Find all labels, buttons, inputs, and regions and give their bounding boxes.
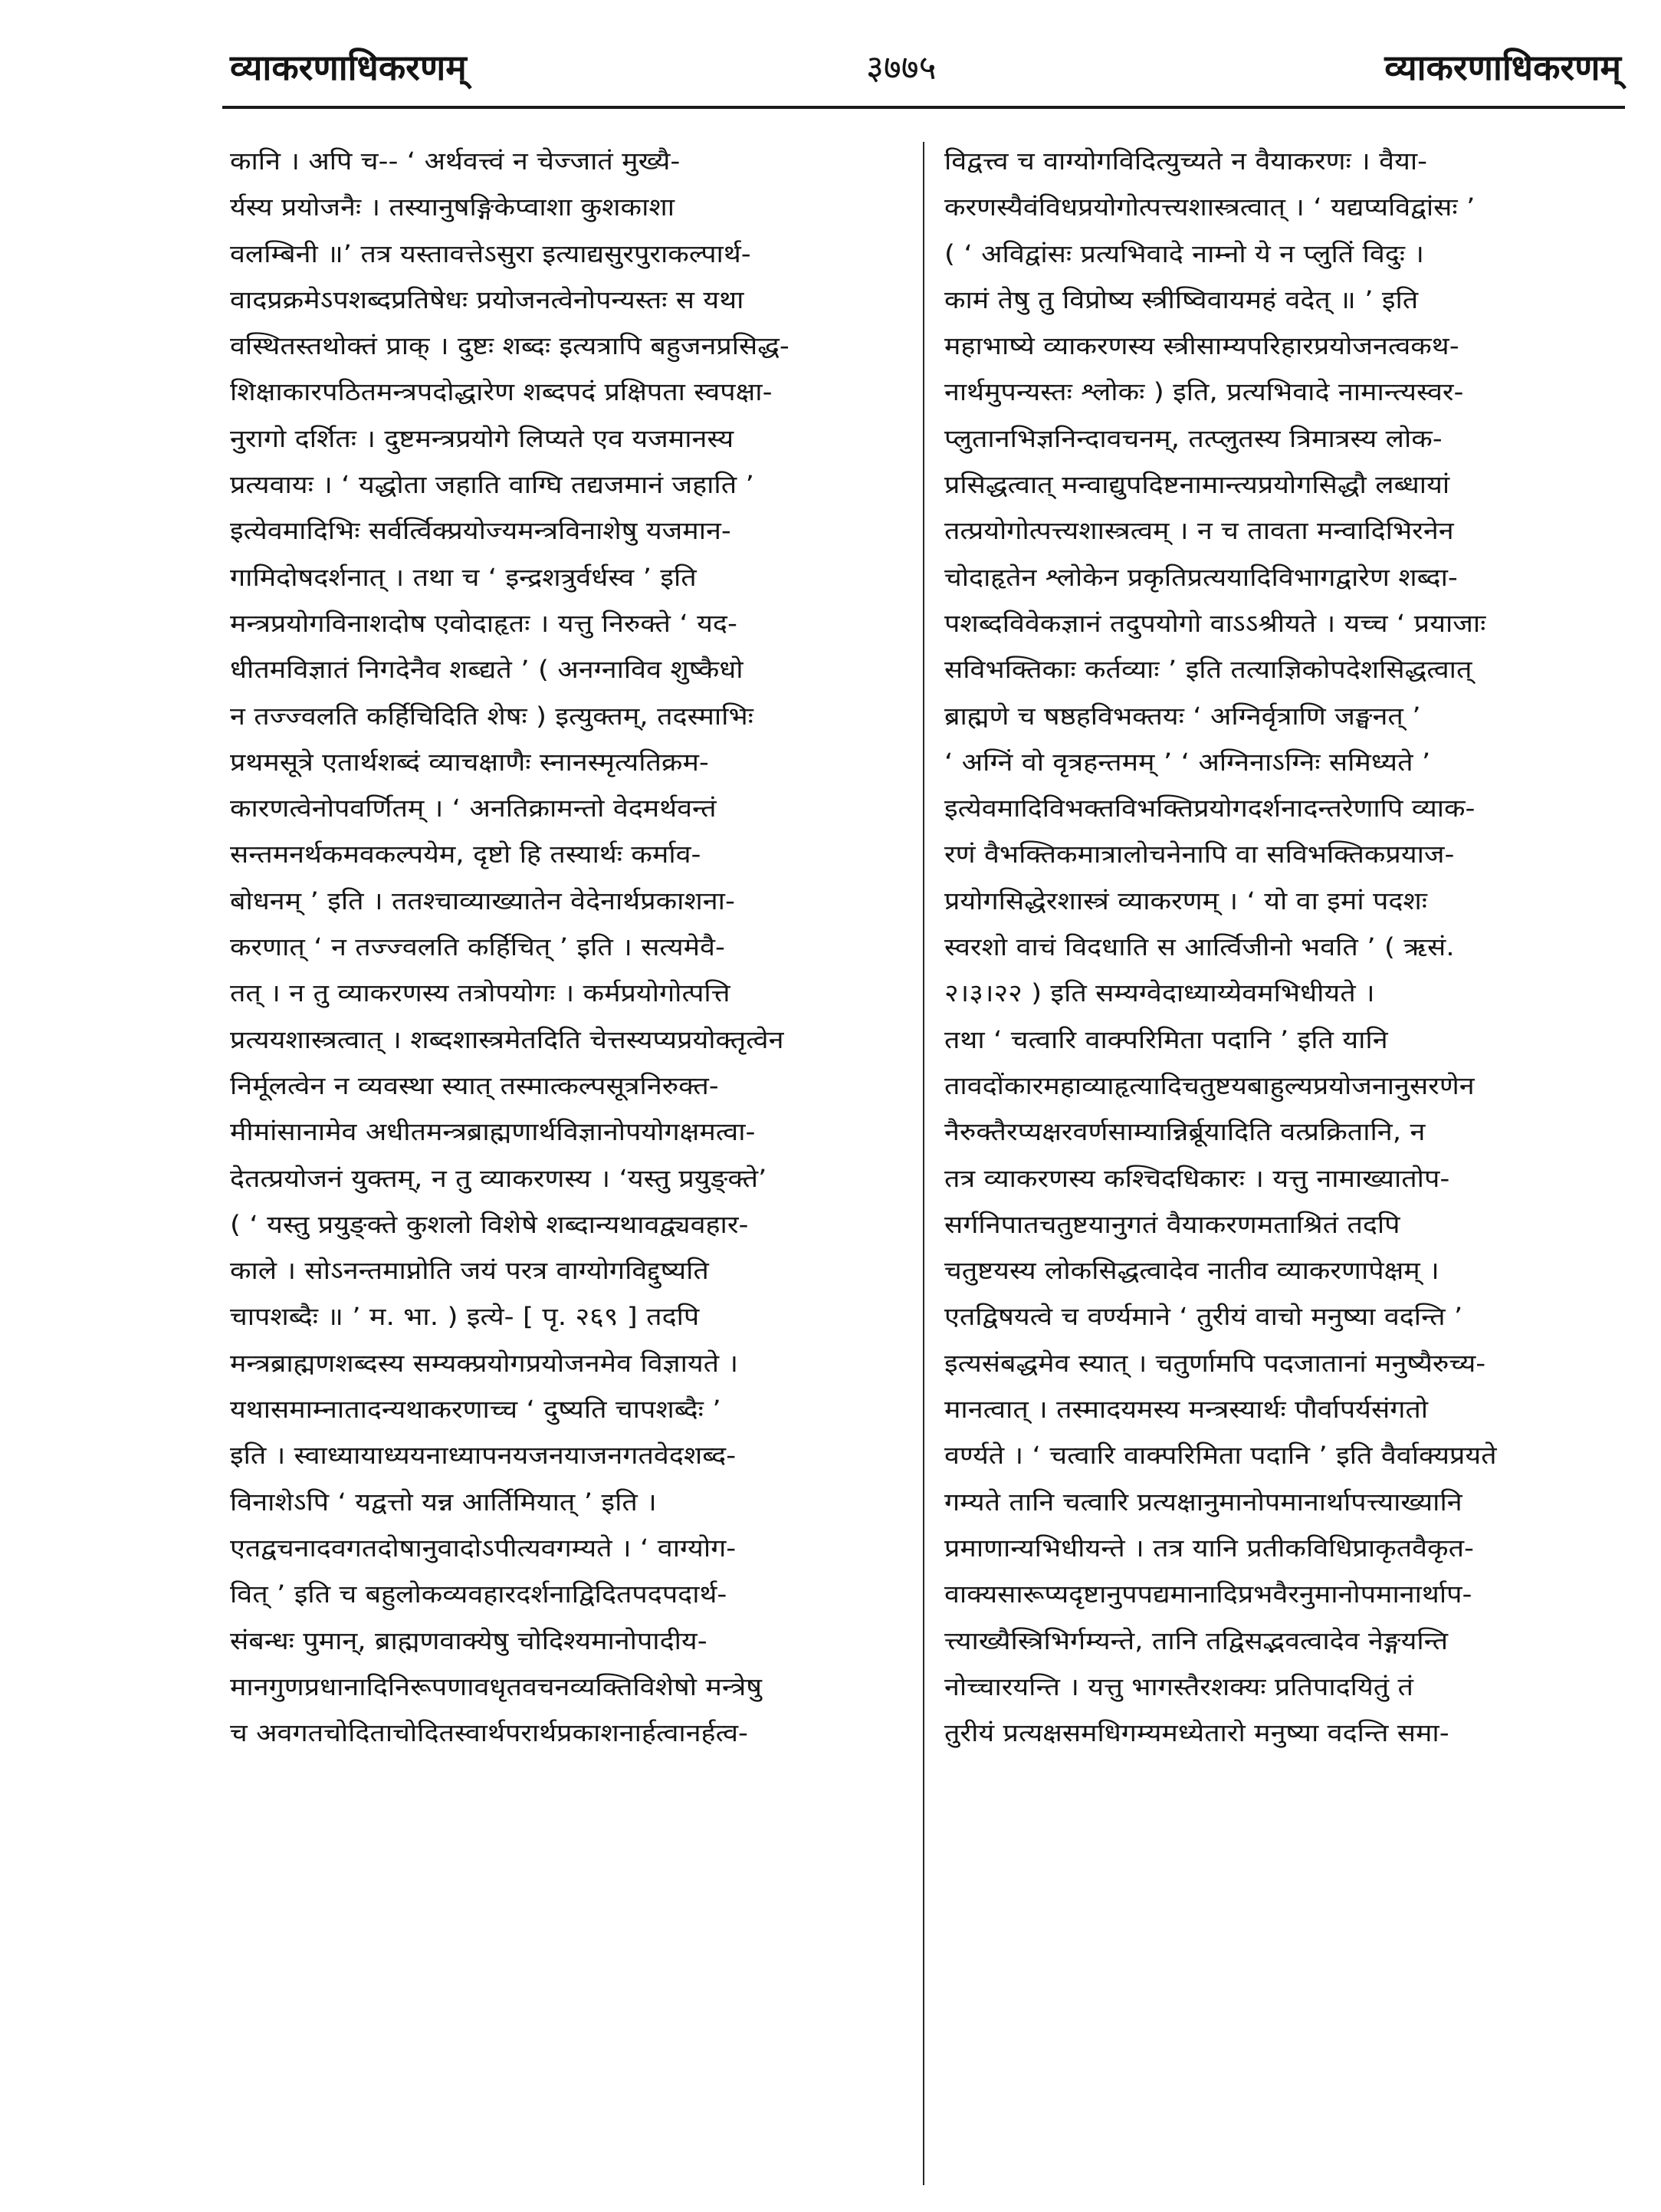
text-line: चापशब्दैः ॥ ’ म. भा. ) इत्ये- [ पृ. २६९ ] तदपि: [230, 1302, 700, 1332]
text-line: चोदाहृतेन श्लोकेन प्रकृतिप्रत्ययादिविभागद्वारेण शब्दा-: [944, 562, 1458, 592]
text-line: निर्मूलत्वेन न व्यवस्था स्यात् तस्मात्कल्पसूत्रनिरुक्त-: [230, 1070, 719, 1100]
text-line: इति । स्वाध्यायाध्ययनाध्यापनयजनयाजनगतवेदशब्द-: [230, 1441, 737, 1471]
text-line: संबन्धः पुमान्, ब्राह्मणवाक्येषु चोदिश्यमानोपादीय-: [230, 1625, 707, 1655]
text-line: ( ‘ यस्तु प्रयुङ्क्ते कुशलो विशेषे शब्दान्यथावद्व्यवहार-: [230, 1209, 749, 1239]
text-line: प्रथमसूत्रे एतार्थशब्दं व्याचक्षाणैः स्नानस्मृत्यतिक्रम-: [230, 747, 709, 777]
text-line: मानत्वात् । तस्मादयमस्य मन्त्रस्यार्थः पौर्वापर्यसंगतो: [944, 1395, 1429, 1425]
text-line: वर्ण्यते । ‘ चत्वारि वाक्परिमिता पदानि ’ इति वैर्वाक्यप्रयते: [944, 1441, 1497, 1471]
text-line: ‘ अग्निं वो वृत्रहन्तमम् ’ ‘ अग्निनाऽग्निः समिध्यते ’: [944, 747, 1431, 777]
text-line: प्रयोगसिद्धेरशास्त्रं व्याकरणम् । ‘ यो वा इमां पदशः: [944, 886, 1427, 915]
text-line: रणं वैभक्तिकमात्रालोचनेनापि वा सविभक्तिकप्रयाज-: [944, 840, 1455, 869]
column-divider: [923, 142, 924, 2185]
text-line: २।३।२२ ) इति सम्यग्वेदाध्याय्येवमभिधीयते ।: [944, 978, 1375, 1008]
text-line: र्यस्य प्रयोजनैः । तस्यानुषङ्गिकेप्वाशा कुशकाशा: [230, 192, 675, 222]
text-line: न तज्ज्वलति कर्हिचिदिति शेषः ) इत्युक्तम्, तदस्माभिः: [230, 701, 753, 731]
text-line: मानगुणप्रधानादिनिरूपणावधृतवचनव्यक्तिविशेषो मन्त्रेषु: [230, 1671, 762, 1701]
text-line: तत् । न तु व्याकरणस्य तत्रोपयोगः । कर्मप्रयोगोत्पत्ति: [230, 978, 730, 1008]
text-line: ( ‘ अविद्वांसः प्रत्यभिवादे नाम्नो ये न प्लुतिं विदुः ।: [944, 238, 1425, 268]
text-line: सर्गनिपातचतुष्टयानुगतं वैयाकरणमताश्रितं तदपि: [944, 1209, 1400, 1239]
text-line: गम्यते तानि चत्वारि प्रत्यक्षानुमानोपमानार्थापत्त्याख्यानि: [944, 1487, 1462, 1517]
text-line: इत्येवमादिभिः सर्वर्त्विक्प्रयोज्यमन्त्रविनाशेषु यजमान-: [230, 516, 731, 546]
text-line: प्रत्ययशास्त्रत्वात् । शब्दशास्त्रमेतदिति चेत्तस्यप्यप्रयोक्तृत्वेन: [230, 1024, 784, 1054]
text-line: गामिदोषदर्शनात् । तथा च ‘ इन्द्रशत्रुर्वर्धस्व ’ इति: [230, 562, 697, 592]
text-line: करणात् ‘ न तज्ज्वलति कर्हिचित् ’ इति । सत्यमेवै-: [230, 932, 725, 962]
text-line: देतत्प्रयोजनं युक्तम्, न तु व्याकरणस्य । ‘यस्तु प्रयुङ्क्ते’: [230, 1163, 767, 1193]
text-line: मन्त्रप्रयोगविनाशदोष एवोदाहृतः । यत्तु निरुक्ते ‘ यद-: [230, 608, 737, 638]
text-line: प्रत्यवायः । ‘ यद्धोता जहाति वाग्घि तद्यजमानं जहाति ’: [230, 470, 754, 500]
text-line: वलम्बिनी ॥’ तत्र यस्तावत्तेऽसुरा इत्याद्यसुरपुराकल्पार्थ-: [230, 238, 751, 268]
text-line: बोधनम् ’ इति । ततश्चाव्याख्यातेन वेदेनार्थप्रकाशना-: [230, 886, 735, 915]
text-line: तावदोंकारमहाव्याहृत्यादिचतुष्टयबाहुल्यप्रयोजनानुसरणेन: [944, 1070, 1475, 1100]
text-line: तत्र व्याकरणस्य कश्चिदधिकारः । यत्तु नामाख्यातोप-: [944, 1163, 1450, 1193]
header-rule: [222, 106, 1625, 109]
page-header: [230, 38, 1621, 100]
text-line: तत्प्रयोगोत्पत्त्यशास्त्रत्वम् । न च तावता मन्वादिभिरनेन: [944, 516, 1454, 546]
text-line: स्वरशो वाचं विदधाति स आर्त्विजीनो भवति ’ ( ऋसं.: [944, 932, 1455, 962]
text-line: प्रसिद्धत्वात् मन्वाद्युपदिष्टनामान्त्यप्रयोगसिद्धौ लब्धायां: [944, 470, 1450, 500]
text-line: सविभक्तिकाः कर्तव्याः ’ इति तत्याज्ञिकोपदेशसिद्धत्वात्: [944, 655, 1472, 685]
text-line: वस्थितस्तथोक्तं प्राक् । दुष्टः शब्दः इत्यत्रापि बहुजनप्रसिद्ध-: [230, 331, 789, 361]
text-line: यथासमाम्नातादन्यथाकरणाच्च ‘ दुष्यति चापशब्दैः ’: [230, 1395, 721, 1425]
text-line: इत्येवमादिविभक्तविभक्तिप्रयोगदर्शनादन्तरेणापि व्याक-: [944, 794, 1476, 823]
text-line: करणस्यैवंविधप्रयोगोत्पत्त्यशास्त्रत्वात् । ‘ यद्यप्यविद्वांसः ’: [944, 192, 1476, 222]
text-line: कामं तेषु तु विप्रोष्य स्त्रीष्विवायमहं वदेत् ॥ ’ इति: [944, 284, 1419, 314]
running-title-right: व्याकरणाधिकरणम्: [1384, 47, 1621, 88]
text-line: विद्वत्त्व च वाग्योगविदित्युच्यते न वैयाकरणः । वैया-: [944, 146, 1428, 176]
text-line: प्लुतानभिज्ञनिन्दावचनम्, तत्प्लुतस्य त्रिमात्रस्य लोक-: [944, 423, 1443, 453]
text-line: प्रमाणान्यभिधीयन्ते । तत्र यानि प्रतीकविधिप्राकृतवैकृत-: [944, 1533, 1474, 1563]
text-line: त्त्याख्यैस्त्रिभिर्गम्यन्ते, तानि तद्विसद्भवत्वादेव नेङ्गयन्ति: [944, 1625, 1449, 1655]
text-line: काले । सोऽनन्तमाप्नोति जयं परत्र वाग्योगविद्दुष्यति: [230, 1256, 709, 1286]
text-line: एतद्वचनादवगतदोषानुवादोऽपीत्यवगम्यते । ‘ वाग्योग-: [230, 1533, 737, 1563]
text-line: वित् ’ इति च बहुलोकव्यवहारदर्शनाद्विदितपदपदार्थ-: [230, 1579, 727, 1609]
text-line: चतुष्टयस्य लोकसिद्धत्वादेव नातीव व्याकरणापेक्षम् ।: [944, 1256, 1439, 1286]
text-line: वादप्रक्रमेऽपशब्दप्रतिषेधः प्रयोजनत्वेनोपन्यस्तः स यथा: [230, 284, 744, 314]
text-line: नैरुक्तैरप्यक्षरवर्णसाम्यान्निर्ब्रूयादिति वत्प्रक्रितानि, न: [944, 1117, 1426, 1147]
text-line: नार्थमुपन्यस्तः श्लोकः ) इति, प्रत्यभिवादे नामान्त्यस्वर-: [944, 377, 1464, 407]
text-line: नुरागो दर्शितः । दुष्टमन्त्रप्रयोगे लिप्यते एव यजमानस्य: [230, 423, 734, 453]
text-line: महाभाष्ये व्याकरणस्य स्त्रीसाम्यपरिहारप्रयोजनत्वकथ-: [944, 331, 1459, 361]
text-line: तथा ‘ चत्वारि वाक्परिमिता पदानि ’ इति यानि: [944, 1024, 1388, 1054]
text-line: ब्राह्मणे च षष्ठहविभक्तयः ‘ अग्निर्वृत्राणि जङ्घनत् ’: [944, 701, 1421, 731]
text-line: वाक्यसारूप्यदृष्टानुपपद्यमानादिप्रभवैरनुमानोपमानार्थाप-: [944, 1579, 1472, 1609]
text-line: कारणत्वेनोपवर्णितम् । ‘ अनतिक्रामन्तो वेदमर्थवन्तं: [230, 794, 717, 823]
page-number: ३७७५: [866, 48, 937, 87]
text-line: तुरीयं प्रत्यक्षसमधिगम्यमध्येतारो मनुष्या वदन्ति समा-: [944, 1718, 1449, 1748]
text-line: च अवगतचोदिताचोदितस्वार्थपरार्थप्रकाशनार्हत्वानर्हत्व-: [230, 1718, 748, 1748]
text-line: पशब्दविवेकज्ञानं तदुपयोगो वाऽऽश्रीयते । यच्च ‘ प्रयाजाः: [944, 608, 1486, 638]
left-column: [230, 138, 904, 2193]
text-line: शिक्षाकारपठितमन्त्रपदोद्धारेण शब्दपदं प्रक्षिपता स्वपक्षा-: [230, 377, 773, 407]
text-line: इत्यसंबद्धमेव स्यात् । चतुर्णामपि पदजातानां मनुष्यैरुच्य-: [944, 1348, 1486, 1378]
text-line: एतद्विषयत्वे च वर्ण्यमाने ‘ तुरीयं वाचो मनुष्या वदन्ति ’: [944, 1302, 1463, 1332]
text-line: मन्त्रब्राह्मणशब्दस्य सम्यक्प्रयोगप्रयोजनमेव विज्ञायते ।: [230, 1348, 739, 1378]
text-line: नोच्चारयन्ति । यत्तु भागस्तैरशक्यः प्रतिपादयितुं तं: [944, 1671, 1413, 1701]
text-line: सन्तमनर्थकमवकल्पयेम, दृष्टो हि तस्यार्थः कर्माव-: [230, 840, 701, 869]
text-line: विनाशेऽपि ‘ यद्वत्तो यन्न आर्तिमियात् ’ इति ।: [230, 1487, 657, 1517]
text-line: कानि । अपि च-- ‘ अर्थवत्त्वं न चेज्जातं मुख्यै-: [230, 146, 681, 176]
running-title-left: व्याकरणाधिकरणम्: [230, 47, 467, 88]
right-column: [944, 138, 1619, 2193]
text-line: मीमांसानामेव अधीतमन्त्रब्राह्मणार्थविज्ञानोपयोगक्षमत्वा-: [230, 1117, 756, 1147]
text-line: धीतमविज्ञातं निगदेनैव शब्द्यते ’ ( अनग्नाविव शुष्कैधो: [230, 655, 744, 685]
